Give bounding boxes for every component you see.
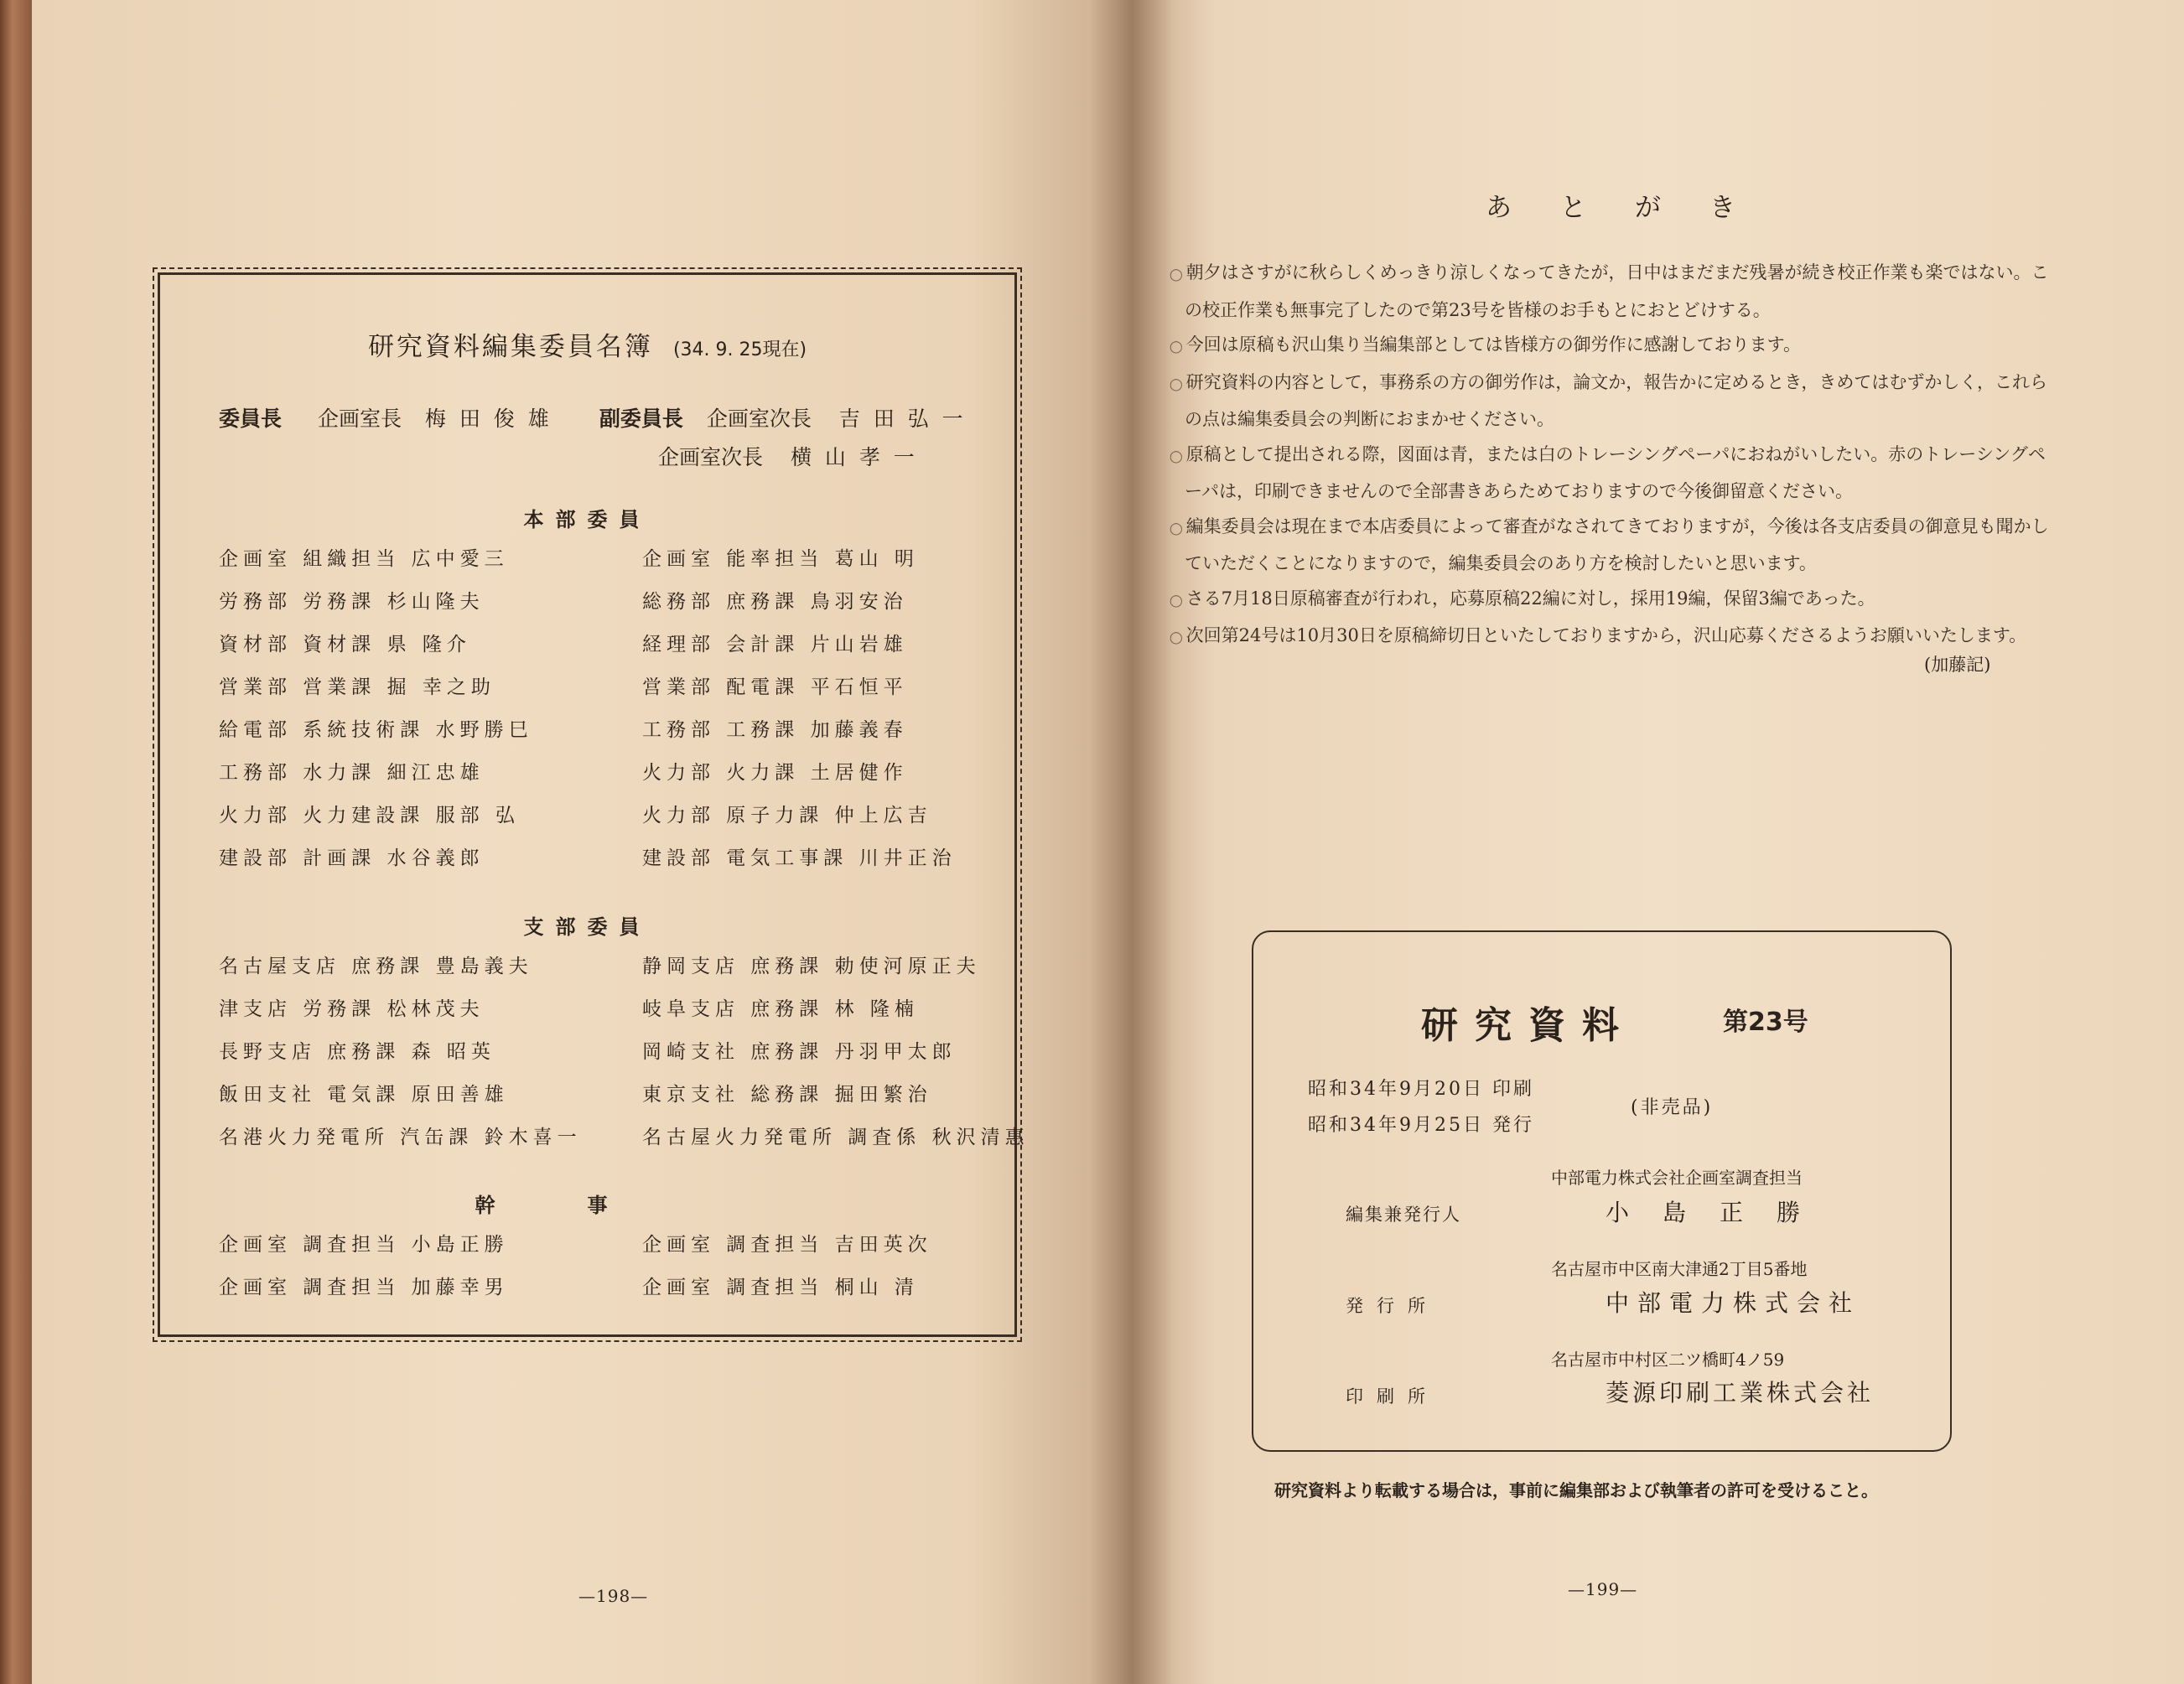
vice-chair-2-row [658,441,918,471]
afterword-paragraph: ◯ 朝夕はさすがに秋らしくめっきり涼しくなってきたが，日中はまだまだ残暑が続き校正作業も楽ではない。この校正作業も無事完了したので第23号を皆様のお手もとにおとどけする。 [1170,256,2058,328]
afterword-paragraph: ◯ 原稿として提出される際，図面は青，または白のトレーシングペーパにおねがいしたい。赤のトレーシングペーパは，印刷できませんので全部書きあらためておりますので今後御留意ください。 [1170,438,2058,510]
vice-chair-2-name: 横 山 孝 一 [790,445,918,469]
colophon-issue: 第23号 [1723,1008,1808,1037]
chair-name: 梅 田 俊 雄 [424,407,552,431]
afterword-paragraph: ◯ さる7月18日原稿審査が行われ，応募原稿22編に対し，採用19編，保留3編であった。 [1170,582,2058,619]
roster-row [219,757,1007,800]
afterword-signature: (加藤記) [1924,655,1991,675]
roster-row [219,586,1007,629]
page-number-199: —199— [1568,1579,1638,1599]
vice-chair-2-post: 企画室次長 [658,445,764,469]
afterword-paragraph: ◯ 編集委員会は現在まで本店委員によって審査がなされてきておりますが，今後は各支店委員の御意見も聞かしていただくことになりますので，編集委員会のあり方を検討したいと思います。 [1170,510,2058,582]
afterword-paragraph: ◯ 今回は原稿も沢山集り当編集部としては皆様方の御労作に感謝しております。 [1170,328,2058,365]
roster-entry: 工務部 工務課 加藤義春 [642,719,908,741]
roster-entry: 企画室 能率担当 葛山 明 [642,548,919,570]
roster-row [219,1272,1007,1314]
roster-entry: 飯田支社 電気課 原田善雄 [219,1084,509,1106]
roster-entry: 静岡支店 庶務課 勅使河原正夫 [642,956,981,977]
editor-affiliation: 中部電力株式会社企画室調査担当 [1551,1168,1803,1188]
chair-row [219,402,967,433]
printer-name: 菱源印刷工業株式会社 [1606,1379,1875,1407]
roster-row [219,1079,1007,1122]
publisher-label: 発行所 [1346,1296,1439,1316]
colophon-box [1252,930,1952,1452]
book-gutter [1090,0,1174,1684]
roster-entry: 名古屋支店 庶務課 豊島義夫 [219,956,533,977]
not-for-sale: (非売品) [1631,1097,1714,1118]
editor-label: 編集兼発行人 [1346,1205,1461,1225]
colophon-title: 研究資料 [1421,1004,1636,1047]
roster-row [219,1122,1030,1164]
secretaries-heading: 幹事 [475,1194,700,1217]
publish-date: 昭和34年9月25日 発行 [1308,1115,1534,1136]
roster-title [160,325,1014,363]
roster-entry: 資材部 資材課 県 隆介 [219,634,471,655]
editor-name: 小島正勝 [1606,1199,1834,1226]
roster-entry: 建設部 電気工事課 川井正治 [642,847,957,869]
roster-entry: 営業部 配電課 平石恒平 [642,676,908,698]
roster-row [219,671,1007,714]
chair-post: 企画室長 [317,407,402,431]
page-number-198: —198— [578,1586,649,1606]
roster-row [219,1229,1007,1272]
roster-entry: 企画室 調査担当 加藤幸男 [219,1277,509,1298]
roster-entry: 総務部 庶務課 鳥羽安治 [642,591,908,613]
roster-entry: 長野支店 庶務課 森 昭英 [219,1041,495,1063]
roster-entry: 営業部 営業課 掘 幸之助 [219,676,495,698]
roster-entry: 企画室 組織担当 広中愛三 [219,548,509,570]
afterword-body [1170,256,2058,656]
roster-title-text: 研究資料編集委員名簿 [367,332,653,362]
roster-entry: 東京支社 総務課 掘田繁治 [642,1084,932,1106]
editorial-committee-roster [158,272,1030,1337]
roster-row [219,800,1007,842]
publisher-name: 中部電力株式会社 [1606,1289,1861,1317]
roster-row [219,842,1007,885]
roster-row [219,1036,1007,1079]
roster-entry: 企画室 調査担当 小島正勝 [219,1234,509,1256]
afterword-title: あとがき [1486,193,1784,223]
roster-entry: 企画室 調査担当 吉田英次 [642,1234,932,1256]
roster-entry: 岐阜支店 庶務課 林 隆楠 [642,998,919,1020]
afterword-paragraph: ◯ 研究資料の内容として，事務系の方の御労作は，論文か，報告かに定めるとき，きめてはむずかしく，これらの点は編集委員会の判断におまかせください。 [1170,365,2058,438]
roster-entry: 火力部 原子力課 仲上広吉 [642,805,932,826]
roster-date: (34. 9. 25現在) [672,339,807,360]
roster-entry: 企画室 調査担当 桐山 清 [642,1277,919,1298]
headquarters-members [219,543,1007,885]
roster-row [219,629,1007,671]
publisher-address: 名古屋市中区南大津通2丁目5番地 [1551,1259,1808,1279]
roster-row [219,714,1007,757]
secretaries-members [219,1229,1007,1314]
vice-chair-1-name: 吉 田 弘 一 [838,407,967,431]
book-page-edges [0,0,32,1684]
reprint-notice: 研究資料より転載する場合は，事前に編集部および執筆者の許可を受けること。 [1274,1480,1878,1500]
roster-entry: 建設部 計画課 水谷義郎 [219,847,485,869]
roster-entry: 名古屋火力発電所 調査係 秋沢清惠 [642,1127,1030,1148]
roster-entry: 労務部 労務課 杉山隆夫 [219,591,485,613]
roster-entry: 岡崎支社 庶務課 丹羽甲太郎 [642,1041,957,1063]
roster-entry: 工務部 水力課 細江忠雄 [219,762,485,784]
roster-row [219,993,1007,1036]
branches-heading: 支部委員 [523,915,651,939]
printer-label: 印刷所 [1346,1386,1439,1407]
printer-address: 名古屋市中村区二ツ橋町4ノ59 [1551,1350,1785,1370]
roster-entry: 津支店 労務課 松林茂夫 [219,998,485,1020]
roster-row [219,951,1007,993]
vice-chair-role: 副委員長 [599,407,683,431]
branch-members [219,951,1030,1164]
roster-entry: 火力部 火力建設課 服部 弘 [219,805,520,826]
headquarters-heading: 本部委員 [523,508,651,531]
afterword-paragraph: ◯ 次回第24号は10月30日を原稿締切日といたしておりますから，沢山応募くださるようお願いいたします。 [1170,619,2058,656]
print-date: 昭和34年9月20日 印刷 [1308,1079,1534,1100]
roster-row [219,543,1007,586]
roster-entry: 名港火力発電所 汽缶課 鈴木喜一 [219,1127,582,1148]
roster-entry: 火力部 火力課 土居健作 [642,762,908,784]
vice-chair-1-post: 企画室次長 [706,407,812,431]
roster-entry: 給電部 系統技術課 水野勝巳 [219,719,533,741]
roster-entry: 経理部 会計課 片山岩雄 [642,634,908,655]
chair-role: 委員長 [219,407,283,431]
